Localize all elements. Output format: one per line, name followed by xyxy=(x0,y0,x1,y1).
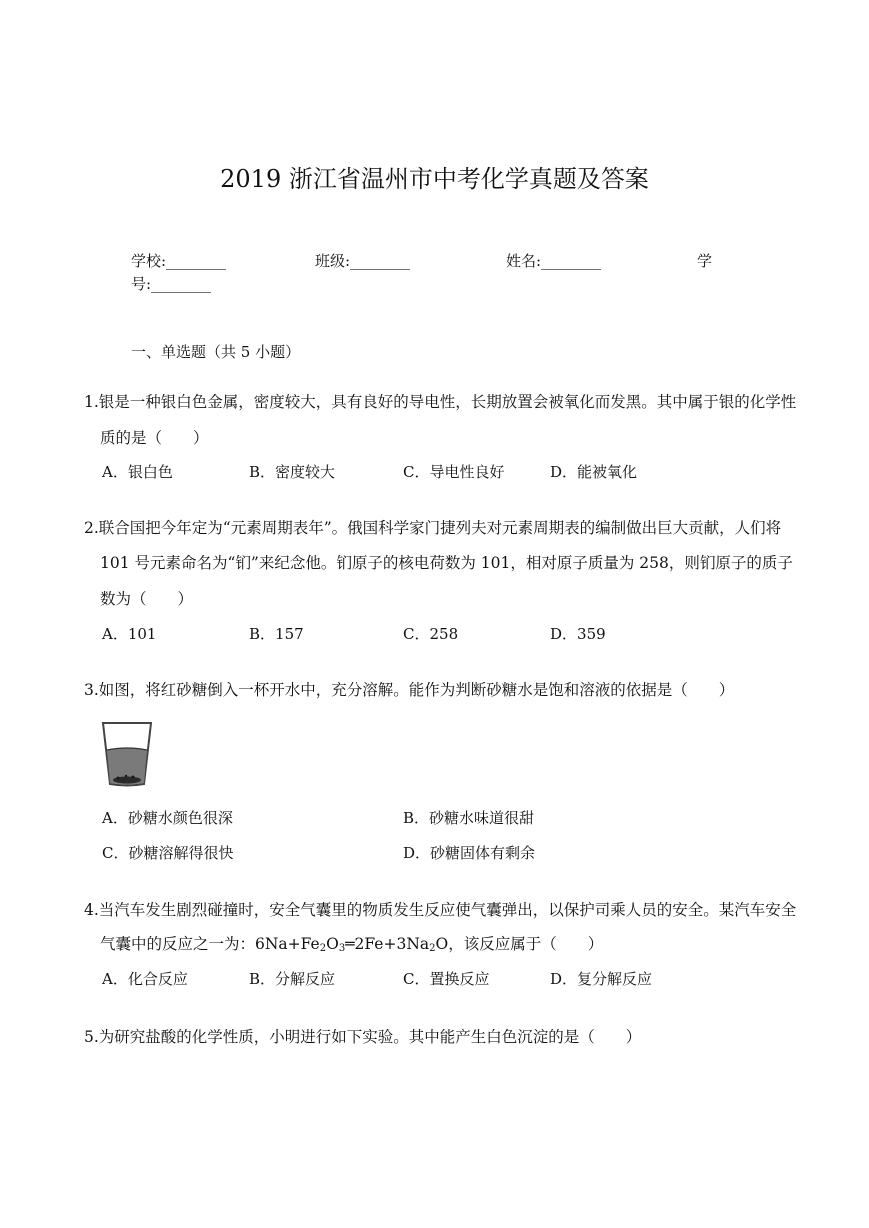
q2-option-d: D．359 xyxy=(550,625,606,643)
page-title: 2019 浙江省温州市中考化学真题及答案 xyxy=(220,165,649,193)
q1-option-a: A．银白色 xyxy=(102,463,173,481)
q1-option-b: B．密度较大 xyxy=(249,463,336,481)
q4-option-d: D．复分解反应 xyxy=(550,970,653,988)
q4-subscript-1: 2 xyxy=(319,943,327,954)
q2-option-c: C．258 xyxy=(403,625,459,643)
q1-option-c: C．导电性良好 xyxy=(403,463,505,481)
q1-stem-line2: 质的是（ ） xyxy=(100,429,209,447)
q4-subscript-2: 3 xyxy=(338,943,346,954)
q4-equation-part4: O，该反应属于（ ） xyxy=(435,935,604,953)
q1-option-d: D．能被氧化 xyxy=(550,463,638,481)
student-id-label-part1: 学 xyxy=(697,252,713,270)
q1-stem-line1: 1.银是一种银白色金属，密度较大，具有良好的导电性，长期放置会被氧化而发黑。其中属于银的化学性 xyxy=(84,393,797,411)
q4-option-c: C．置换反应 xyxy=(403,970,490,988)
q3-option-c: C．砂糖溶解得很快 xyxy=(102,844,234,862)
student-id-field: 号:________ xyxy=(131,275,212,293)
q4-stem-line2 xyxy=(100,934,603,954)
q3-option-b: B．砂糖水味道很甜 xyxy=(403,809,535,827)
school-field: 学校:________ xyxy=(131,252,227,270)
beaker-figure xyxy=(100,720,154,788)
q2-stem-line1: 2.联合国把今年定为“元素周期表年”。俄国科学家门捷列夫对元素周期表的编制做出巨大贡献，人们将 xyxy=(84,519,782,537)
name-field: 姓名:________ xyxy=(506,252,602,270)
section-heading: 一、单选题（共 5 小题） xyxy=(131,343,301,361)
q3-stem-line1: 3.如图，将红砂糖倒入一杯开水中，充分溶解。能作为判断砂糖水是饱和溶液的依据是（ ） xyxy=(84,681,735,699)
q4-subscript-3: 2 xyxy=(429,943,436,954)
q4-stem-line1: 4.当汽车发生剧烈碰撞时，安全气囊里的物质发生反应使气囊弹出，以保护司乘人员的安全。某汽车安全 xyxy=(84,901,797,919)
class-field: 班级:________ xyxy=(315,252,411,270)
q4-option-b: B．分解反应 xyxy=(249,970,336,988)
q2-stem-line2: 101 号元素命名为“钔”来纪念他。钔原子的核电荷数为 101，相对原子质量为 258，则钔原子的质子 xyxy=(100,554,793,572)
q2-option-b: B．157 xyxy=(249,625,304,643)
q3-option-d: D．砂糖固体有剩余 xyxy=(403,844,536,862)
q5-stem-line1: 5.为研究盐酸的化学性质，小明进行如下实验。其中能产生白色沉淀的是（ ） xyxy=(84,1028,642,1046)
q2-stem-line3: 数为（ ） xyxy=(100,590,194,608)
q4-equation-part3: ═2Fe+3Na xyxy=(345,935,430,953)
q2-option-a: A．101 xyxy=(102,625,157,643)
q4-equation-part2: O xyxy=(326,935,339,953)
q3-option-a: A．砂糖水颜色很深 xyxy=(102,809,233,827)
q4-equation-part1: 气囊中的反应之一为：6Na+Fe xyxy=(100,935,320,953)
q4-option-a: A．化合反应 xyxy=(102,970,188,988)
